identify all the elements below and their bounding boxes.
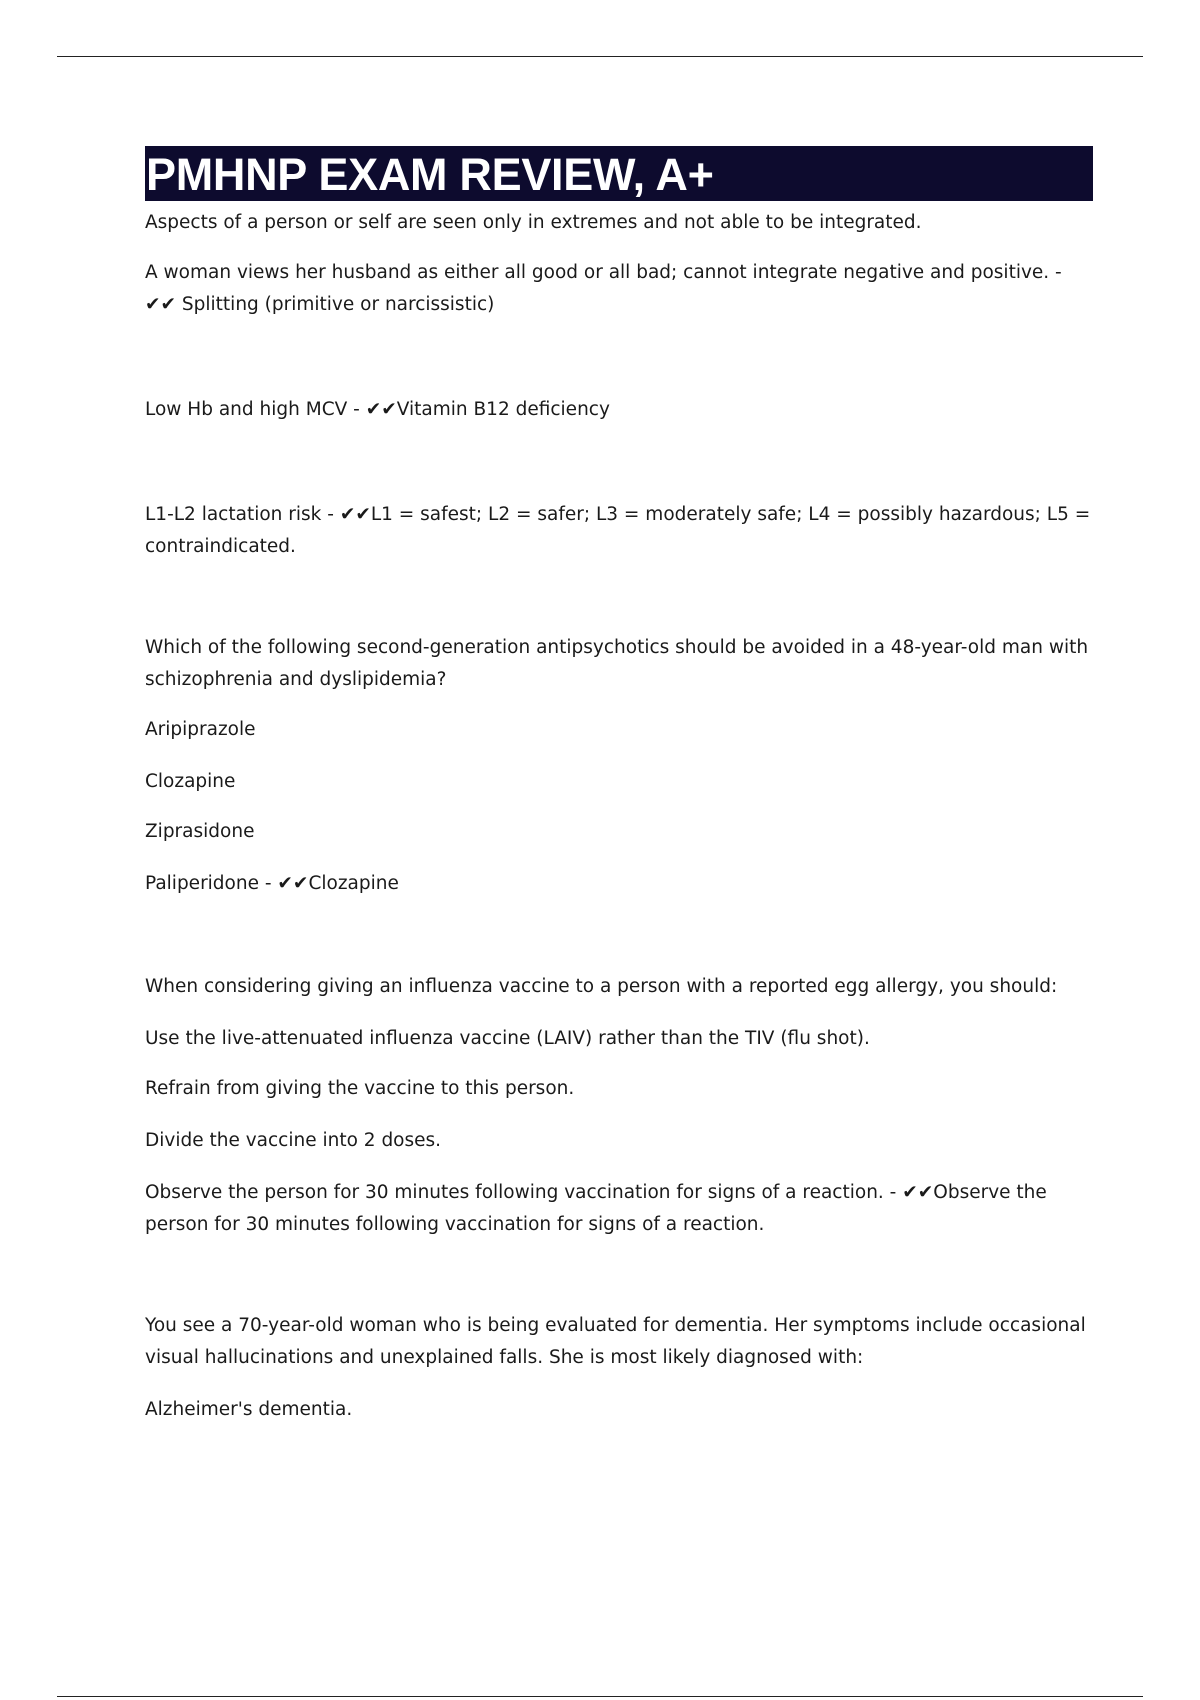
check-icon: ✔✔: [339, 504, 371, 525]
check-icon: ✔✔: [365, 399, 397, 420]
flu-option-2: Refrain from giving the vaccine to this person.: [145, 1078, 575, 1099]
answer-text: Clozapine: [308, 873, 399, 894]
answer-text: L1 = safest; L2 = safer; L3 = moderately safe; L4 = possibly hazardous; L5 = contraindicated.: [145, 504, 1091, 557]
dementia-option-1: Alzheimer's dementia.: [145, 1399, 353, 1420]
top-rule: [57, 56, 1143, 57]
flu-option-1: Use the live-attenuated influenza vaccine (LAIV) rather than the TIV (flu shot).: [145, 1028, 870, 1049]
b12-question: Low Hb and high MCV - ✔✔Vitamin B12 deficiency: [145, 399, 610, 420]
splitting-question: A woman views her husband as either all good or all bad; cannot integrate negative and positive. - ✔✔ Splitting (primitive or narcissistic): [145, 262, 1062, 315]
antipsychotic-question: Which of the following second-generation antipsychotics should be avoided in a 48-year-old man with schizophrenia and dyslipidemia?: [145, 637, 1089, 690]
flu-option-4: Observe the person for 30 minutes following vaccination for signs of a reaction. - ✔✔Observe the person for 30 minutes following vaccination for signs of a reaction.: [145, 1182, 1047, 1235]
document-title: PMHNP EXAM REVIEW, A+: [145, 146, 1093, 201]
flu-question: When considering giving an influenza vaccine to a person with a reported egg allergy, you should:: [145, 976, 1058, 997]
antipsychotic-option-3: Ziprasidone: [145, 821, 255, 842]
antipsychotic-option-4: Paliperidone - ✔✔Clozapine: [145, 873, 399, 894]
check-icon: ✔✔: [145, 294, 177, 315]
bottom-rule: [57, 1696, 1143, 1697]
check-icon: ✔✔: [902, 1182, 934, 1203]
document-body: [145, 146, 1093, 1426]
answer-text: Splitting (primitive or narcissistic): [181, 294, 495, 315]
flu-option-3: Divide the vaccine into 2 doses.: [145, 1130, 442, 1151]
check-icon: ✔✔: [277, 873, 309, 894]
antipsychotic-option-1: Aripiprazole: [145, 719, 256, 740]
lactation-question: L1-L2 lactation risk - ✔✔L1 = safest; L2 = safer; L3 = moderately safe; L4 = possibly hazardous; L5 = contraindicated.: [145, 504, 1091, 557]
intro-text: Aspects of a person or self are seen only in extremes and not able to be integrated.: [145, 212, 922, 233]
antipsychotic-option-2: Clozapine: [145, 771, 236, 792]
dementia-question: You see a 70-year-old woman who is being evaluated for dementia. Her symptoms include occasional visual hallucinations and unexplained falls. She is most likely diagnosed with:: [145, 1315, 1086, 1368]
answer-text: Vitamin B12 deficiency: [396, 399, 610, 420]
answer-text: Observe the person for 30 minutes following vaccination for signs of a reaction.: [145, 1182, 1047, 1235]
